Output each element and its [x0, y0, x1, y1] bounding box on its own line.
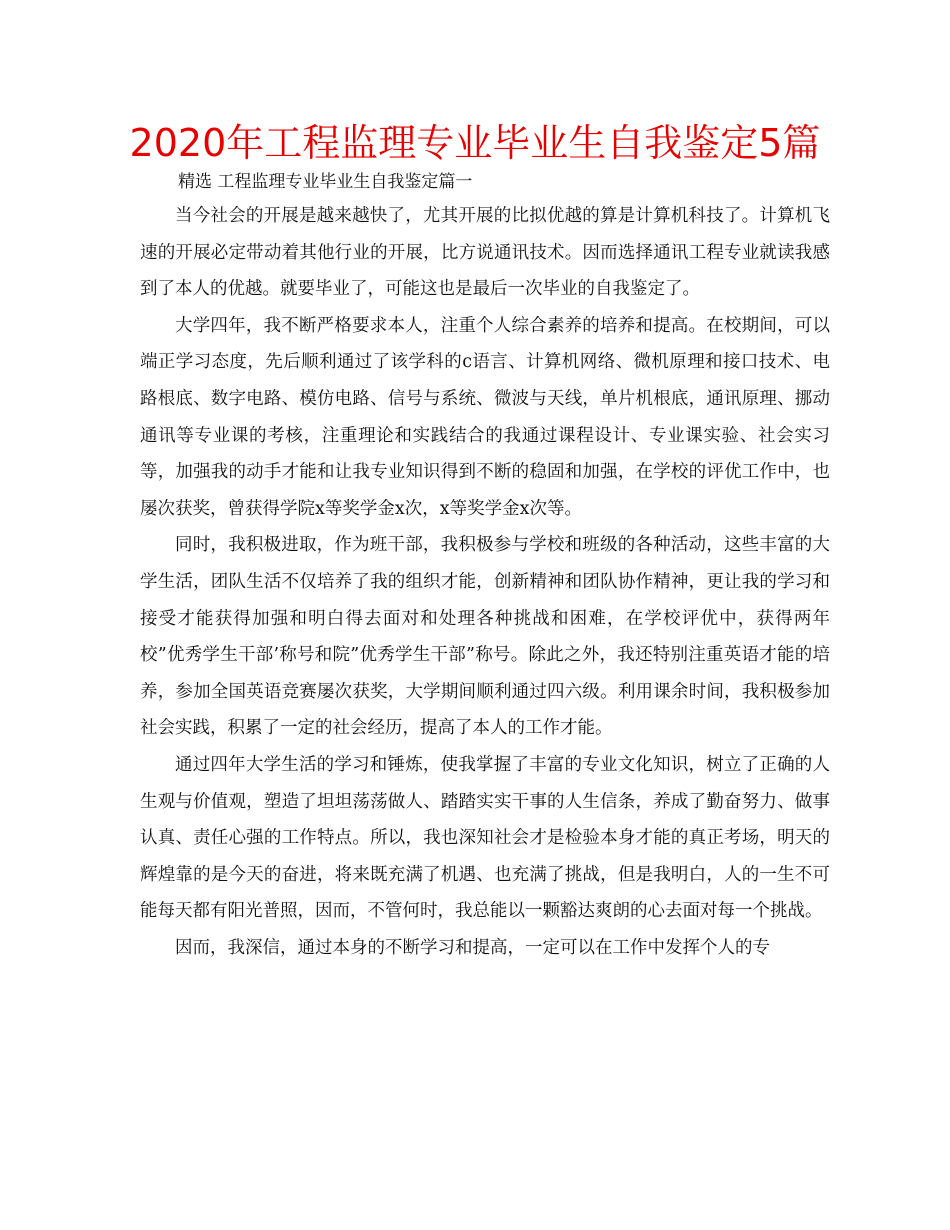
- paragraph-2: 大学四年，我不断严格要求本人，注重个人综合素养的培养和提高。在校期间，可以端正学习态度，先后顺利通过了该学科的c语言、计算机网络、微机原理和接口技术、电路根底、数字电路、模仿电路、信号与系统、微波与天线，单片机根底，通讯原理、挪动通讯等专业课的考核，注重理论和实践结合的我通过课程设计、专业课实验、社会实习等，加强我的动手才能和让我专业知识得到不断的稳固和加强，在学校的评优工作中，也屡次获奖，曾获得学院x等奖学金x次，x等奖学金x次等。: [140, 315, 830, 519]
- document-title: 2020年工程监理专业毕业生自我鉴定5篇: [129, 121, 821, 165]
- paragraph-1: 当今社会的开展是越来越快了，尤其开展的比拟优越的算是计算机科技了。计算机飞速的开展必定带动着其他行业的开展，比方说通讯技术。因而选择通讯工程专业就读我感到了本人的优越。就要毕业了，可能这也是最后一次毕业的自我鉴定了。: [140, 206, 830, 300]
- paragraph-4: 通过四年大学生活的学习和锤炼，使我掌握了丰富的专业文化知识，树立了正确的人生观与价值观，塑造了坦坦荡荡做人、踏踏实实干事的人生信条，养成了勤奋努力、做事认真、责任心强的工作特点。所以，我也深知社会才是检验本身才能的真正考场，明天的辉煌靠的是今天的奋进，将来既充满了机遇、也充满了挑战，但是我明白，人的一生不可能每天都有阳光普照，因而，不管何时，我总能以一颗豁达爽朗的心去面对每一个挑战。: [140, 754, 830, 922]
- paragraph-5: 因而，我深信，通过本身的不断学习和提高，一定可以在工作中发挥个人的专: [175, 937, 770, 958]
- paragraph-3: 同时，我积极进取，作为班干部，我积极参与学校和班级的各种活动，这些丰富的大学生活，团队生活不仅培养了我的组织才能，创新精神和团队协作精神，更让我的学习和接受才能获得加强和明白得去面对和处理各种挑战和困难，在学校评优中，获得两年校”优秀学生干部’称号和院”优秀学生干部”称号。除此之外，我还特别注重英语才能的培养，参加全国英语竞赛屡次获奖，大学期间顺利通过四六级。利用课余时间，我积极参加社会实践，积累了一定的社会经历，提高了本人的工作才能。: [140, 535, 830, 739]
- document-body: [140, 198, 830, 966]
- document-subtitle: 精选 工程监理专业毕业生自我鉴定篇一: [178, 172, 473, 192]
